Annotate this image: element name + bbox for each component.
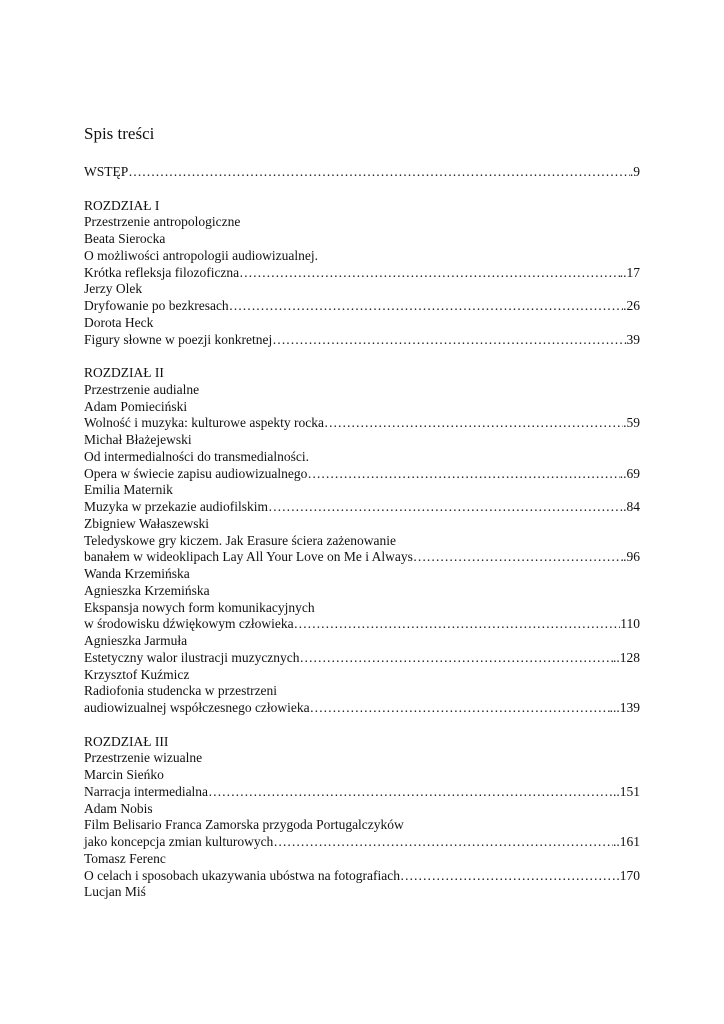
- toc-leader-dots: [400, 867, 616, 884]
- toc-leader-dots: [310, 699, 610, 716]
- toc-page-number: .170: [616, 867, 640, 883]
- toc-entry: [84, 498, 640, 515]
- toc-entry-title: Estetyczny walor ilustracji muzycznych: [84, 649, 300, 665]
- toc-entry: [84, 331, 640, 348]
- toc-page-number: .26: [623, 298, 640, 313]
- toc-entry-title: audiowizualnej współczesnego człowieka: [84, 700, 310, 715]
- toc-entry-title: banałem w wideoklipach Lay All Your Love on Me i Always: [84, 549, 413, 565]
- toc-entry: [84, 783, 640, 800]
- toc-chapter-heading: ROZDZIAŁ III: [84, 733, 169, 749]
- toc-text-line: Wanda Krzemińska: [84, 566, 190, 581]
- toc-text-line: Przestrzenie wizualne: [84, 750, 203, 766]
- toc-entry: [84, 264, 640, 281]
- toc-text-line: Michał Błażejewski: [84, 432, 192, 447]
- toc-page-number: ..161: [613, 834, 640, 849]
- toc-entry-title: Dryfowanie po bezkresach: [84, 298, 229, 313]
- toc-text-line: O możliwości antropologii audiowizualnej.: [84, 247, 318, 263]
- toc-page-number: 110: [620, 616, 640, 632]
- toc-entry: [84, 649, 640, 666]
- toc-text-line: Adam Pomieciński: [84, 398, 188, 414]
- toc-page-number: 39: [626, 331, 640, 347]
- toc-chapter-heading: ROZDZIAŁ II: [84, 365, 164, 380]
- toc-text-line: Od intermedialności do transmedialności.: [84, 448, 309, 464]
- toc-text-line: Agnieszka Jarmuła: [84, 633, 188, 648]
- toc-entry: [84, 833, 640, 850]
- toc-title: Spis treści: [84, 124, 155, 143]
- toc-text-line: Emilia Maternik: [84, 482, 173, 498]
- toc-page-number: ..17: [619, 264, 640, 280]
- toc-chapter-heading: ROZDZIAŁ I: [84, 197, 160, 213]
- toc-text-line: Tomasz Ferenc: [84, 850, 166, 866]
- toc-leader-dots: [413, 548, 623, 565]
- toc-leader-dots: [294, 615, 621, 632]
- toc-text-line: Beata Sierocka: [84, 231, 166, 246]
- toc-leader-dots: [239, 264, 620, 281]
- toc-text-line: Radiofonia studencka w przestrzeni: [84, 683, 278, 699]
- toc-text-line: Film Belisario Franca Zamorska przygoda Portugalczyków: [84, 817, 404, 833]
- toc-text-line: Teledyskowe gry kiczem. Jak Erasure ściera zażenowanie: [84, 532, 397, 548]
- toc-text-line: Zbigniew Wałaszewski: [84, 515, 210, 531]
- toc-entry-title: Muzyka w przekazie audiofilskim: [84, 499, 269, 514]
- toc-leader-dots: [268, 498, 620, 515]
- toc-text-line: Przestrzenie antropologiczne: [84, 214, 241, 230]
- toc-leader-dots: [128, 163, 630, 180]
- toc-entry: [84, 615, 640, 632]
- toc-entry: [84, 414, 640, 431]
- toc-page-number: .59: [623, 415, 640, 431]
- toc-page-number: ..84: [619, 499, 640, 514]
- toc-page-number: ..69: [619, 465, 640, 481]
- toc-text-line: Przestrzenie audialne: [84, 381, 200, 397]
- toc-entry-title: Wolność i muzyka: kulturowe aspekty rocka: [84, 415, 324, 431]
- toc-text-line: Ekspansja nowych form komunikacyjnych: [84, 599, 315, 615]
- toc-entry-title: jako koncepcja zmian kulturowych: [84, 834, 274, 849]
- toc-text-line: Jerzy Olek: [84, 281, 143, 297]
- toc-entry-title: Krótka refleksja filozoficzna: [84, 264, 240, 280]
- toc-entry-title: O celach i sposobach ukazywania ubóstwa na fotografiach: [84, 867, 401, 883]
- toc-text-line: Lucjan Miś: [84, 884, 146, 900]
- toc-page-number: .96: [623, 549, 640, 565]
- toc-leader-dots: [229, 297, 623, 314]
- toc-entry: [84, 699, 640, 716]
- toc-entry-title: Opera w świecie zapisu audiowizualnego: [84, 465, 308, 481]
- toc-entry-title: WSTĘP: [84, 164, 129, 179]
- toc-text-line: Agnieszka Krzemińska: [84, 582, 210, 598]
- toc-text-line: Marcin Sieńko: [84, 767, 164, 782]
- toc-leader-dots: [208, 783, 613, 800]
- toc-text-line: Adam Nobis: [84, 800, 153, 816]
- toc-leader-dots: [272, 331, 626, 348]
- toc-entry: [84, 163, 640, 180]
- toc-page-number: ..128: [613, 649, 640, 665]
- toc-entry-title: w środowisku dźwiękowym człowieka: [84, 616, 294, 632]
- toc-leader-dots: [300, 649, 613, 666]
- toc-entry: [84, 867, 640, 884]
- toc-entry-title: Figury słowne w poezji konkretnej: [84, 331, 273, 347]
- toc-page-number: .9: [629, 164, 640, 179]
- toc-entry: [84, 548, 640, 565]
- toc-page-number: ...139: [609, 700, 640, 715]
- toc-entry-title: Narracja intermedialna: [84, 783, 209, 799]
- toc-page-number: ..151: [613, 783, 640, 799]
- toc-leader-dots: [307, 465, 619, 482]
- toc-entry: [84, 465, 640, 482]
- toc-text-line: Dorota Heck: [84, 314, 154, 330]
- toc-text-line: Krzysztof Kuźmicz: [84, 666, 190, 682]
- toc-entry: [84, 297, 640, 314]
- toc-leader-dots: [273, 833, 613, 850]
- toc-leader-dots: [324, 414, 623, 431]
